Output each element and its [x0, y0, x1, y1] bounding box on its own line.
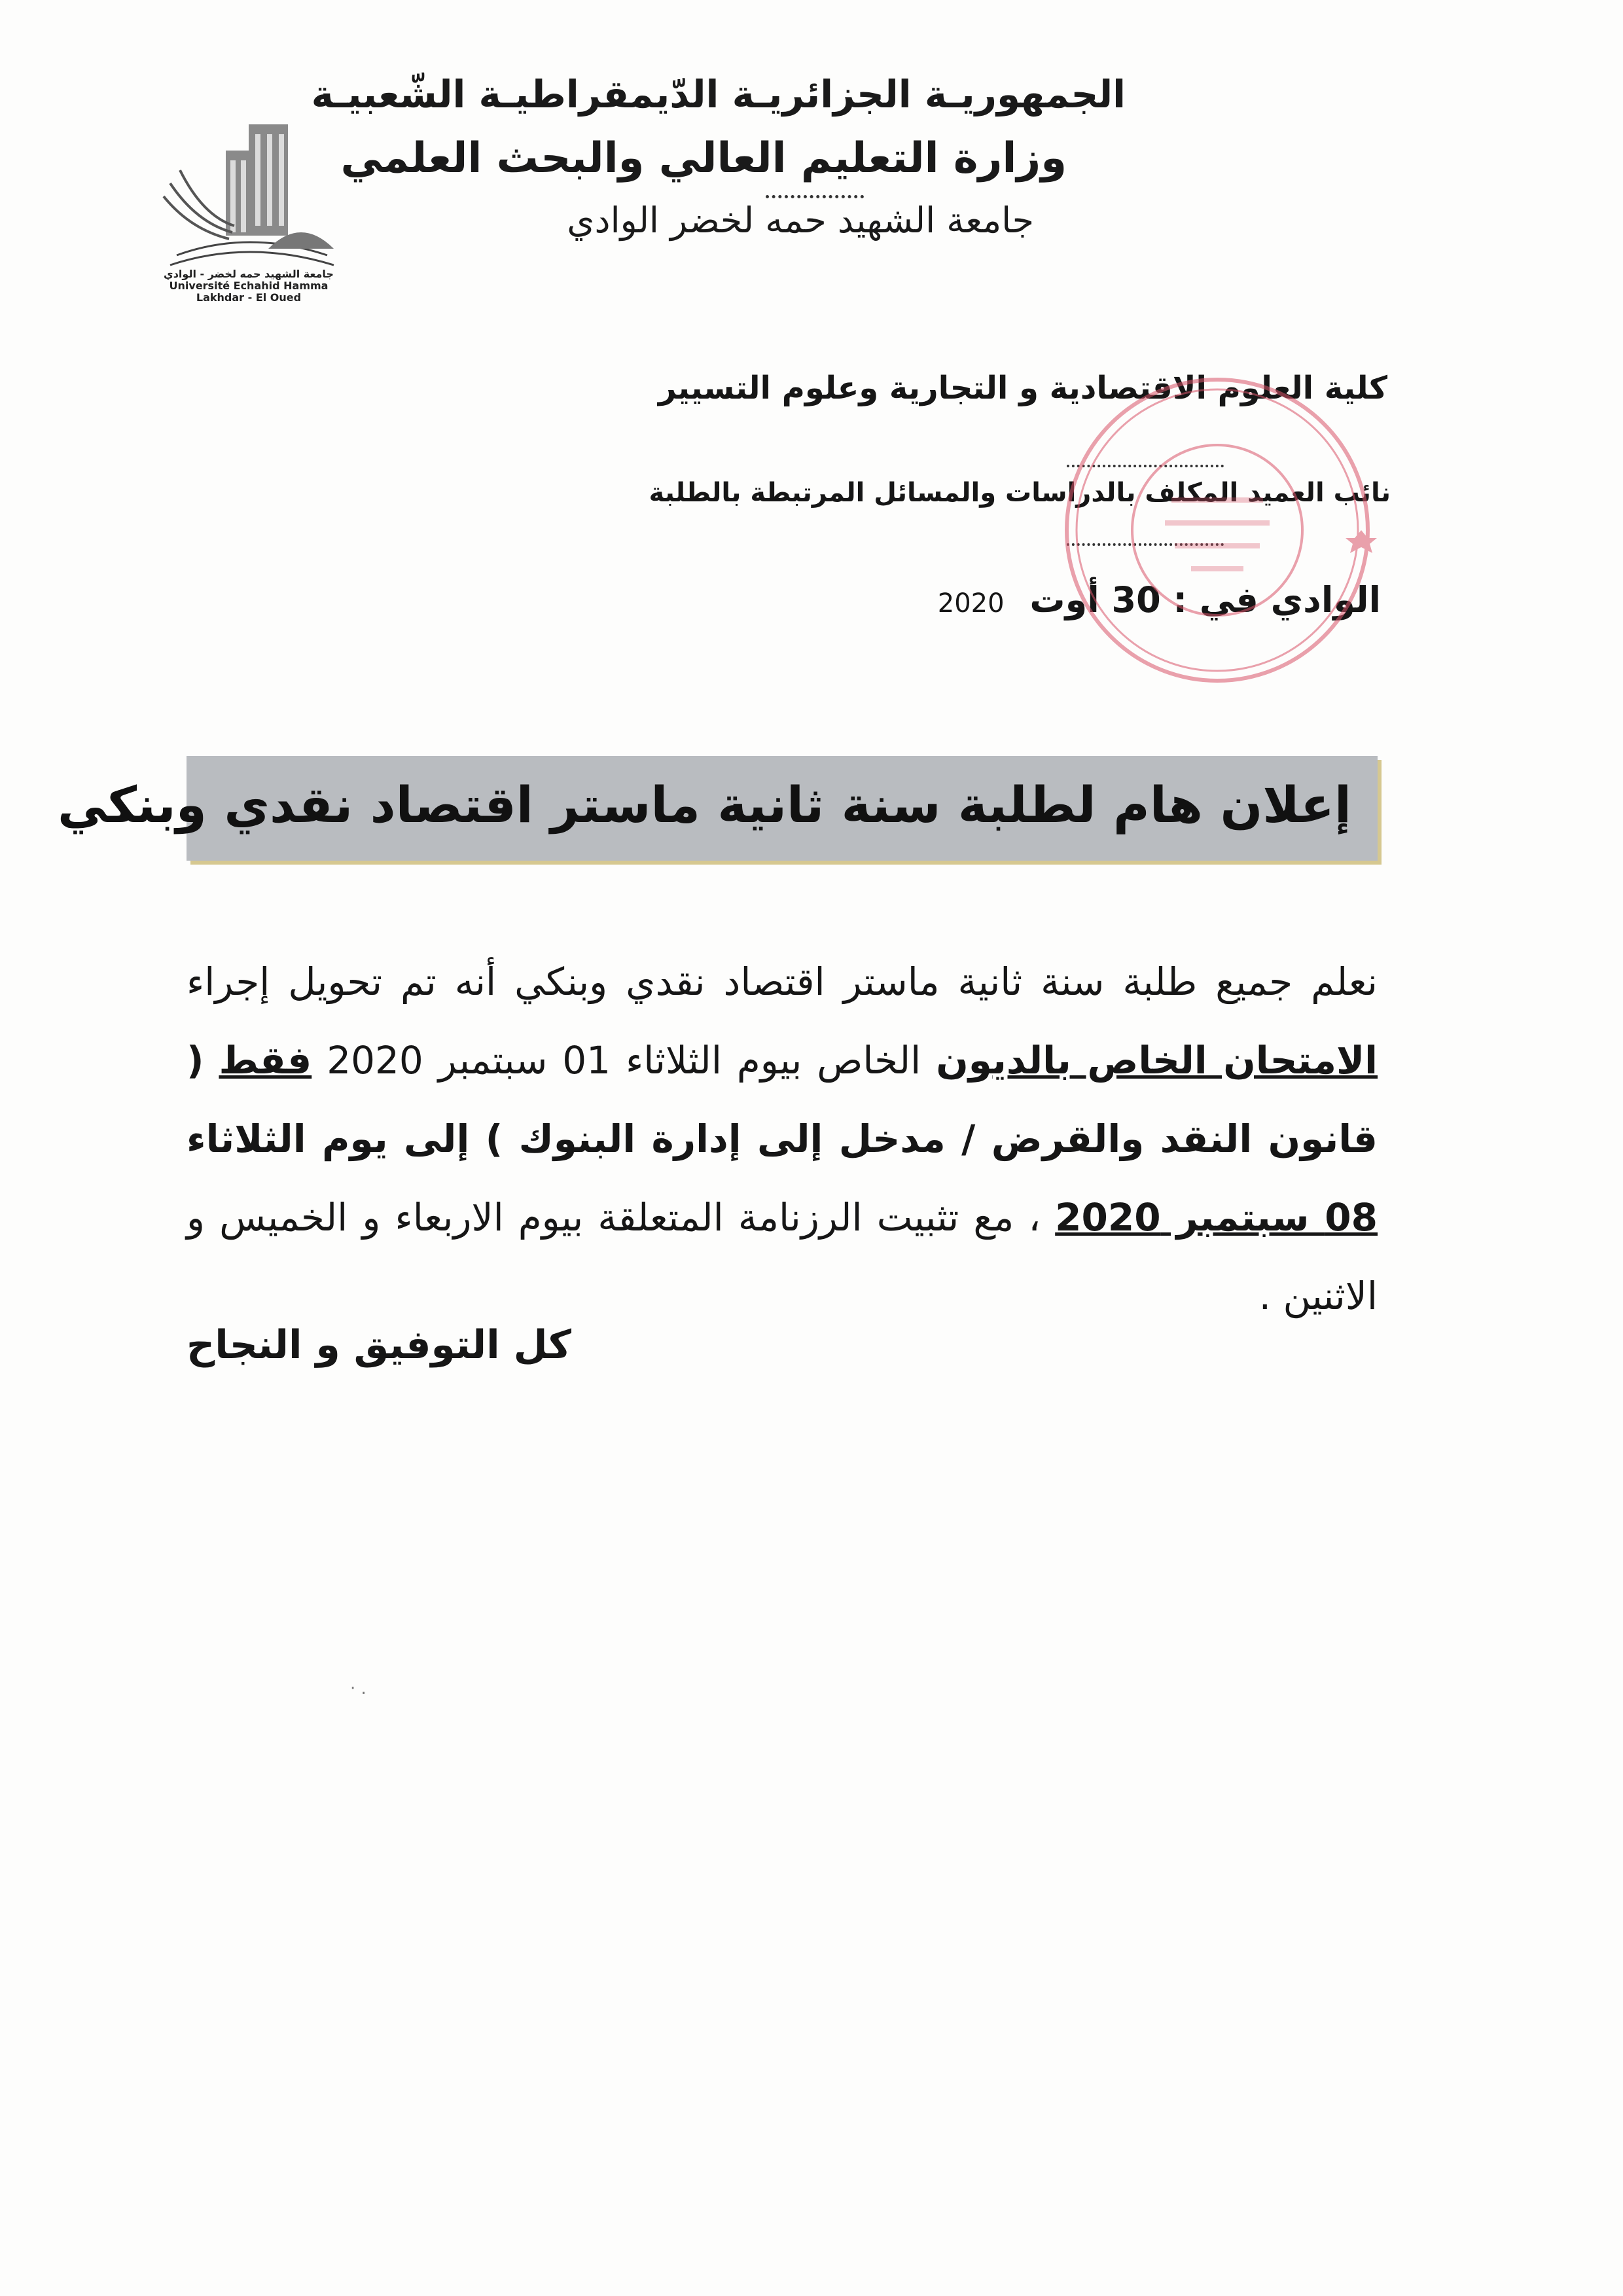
official-stamp [1054, 367, 1381, 694]
original-date: الخاص بيوم الثلاثاء 01 سبتمبر 2020 [327, 1038, 921, 1083]
header-divider [766, 195, 864, 198]
vice-dean-office: نائب العميد المكلف بالدراسات والمسائل المرتبطة بالطلبة [649, 478, 1391, 508]
body-ending: ، مع تثبيت الرزنامة المتعلقة بيوم الاربعاء و الخميس و الاثنين . [187, 1195, 1378, 1318]
header-republic: الجمهوريـة الجزائريـة الدّيمقراطيـة الشّعبيـة [311, 72, 1126, 117]
exam-name: الامتحان الخاص بالديون [936, 1038, 1378, 1083]
logo-caption [147, 268, 350, 304]
header-university: جامعة الشهيد حمه لخضر الوادي [567, 200, 1034, 241]
announcement-title: إعلان هام لطلبة سنة ثانية ماستر اقتصاد نقدي وبنكي [57, 776, 1351, 834]
closing-wish: كل التوفيق و النجاح [187, 1322, 572, 1368]
body-paragraph [187, 942, 1378, 1335]
date-year: 2020 [937, 588, 1005, 619]
body-intro: نعلم جميع طلبة سنة ثانية ماستر اقتصاد نقدي وبنكي أنه تم تحويل إجراء [187, 960, 1378, 1004]
date-place: الوادي في : 30 أوت [1029, 579, 1381, 620]
logo-caption-ar: جامعة الشهيد حمه لخضر - الوادي [164, 268, 334, 280]
logo-caption-fr: Université Echahid Hamma Lakhdar - El Oued [169, 279, 329, 304]
header-ministry: وزارة التعليم العالي والبحث العلمي [340, 134, 1067, 183]
university-logo [151, 98, 347, 295]
scan-speck: · . [350, 1679, 366, 1698]
announcement-body [187, 942, 1378, 1335]
modules-list: ( قانون النقد والقرض / مدخل إلى إدارة البنوك ) إلى يوم الثلاثاء [187, 1038, 1378, 1161]
announcement-title-band [57, 756, 1378, 861]
only-word: فقط [219, 1038, 312, 1083]
new-date: 08 سبتمبر 2020 [1055, 1195, 1378, 1240]
faculty-name: كلية العلوم الاقتصادية و التجارية وعلوم التسيير [658, 370, 1387, 406]
